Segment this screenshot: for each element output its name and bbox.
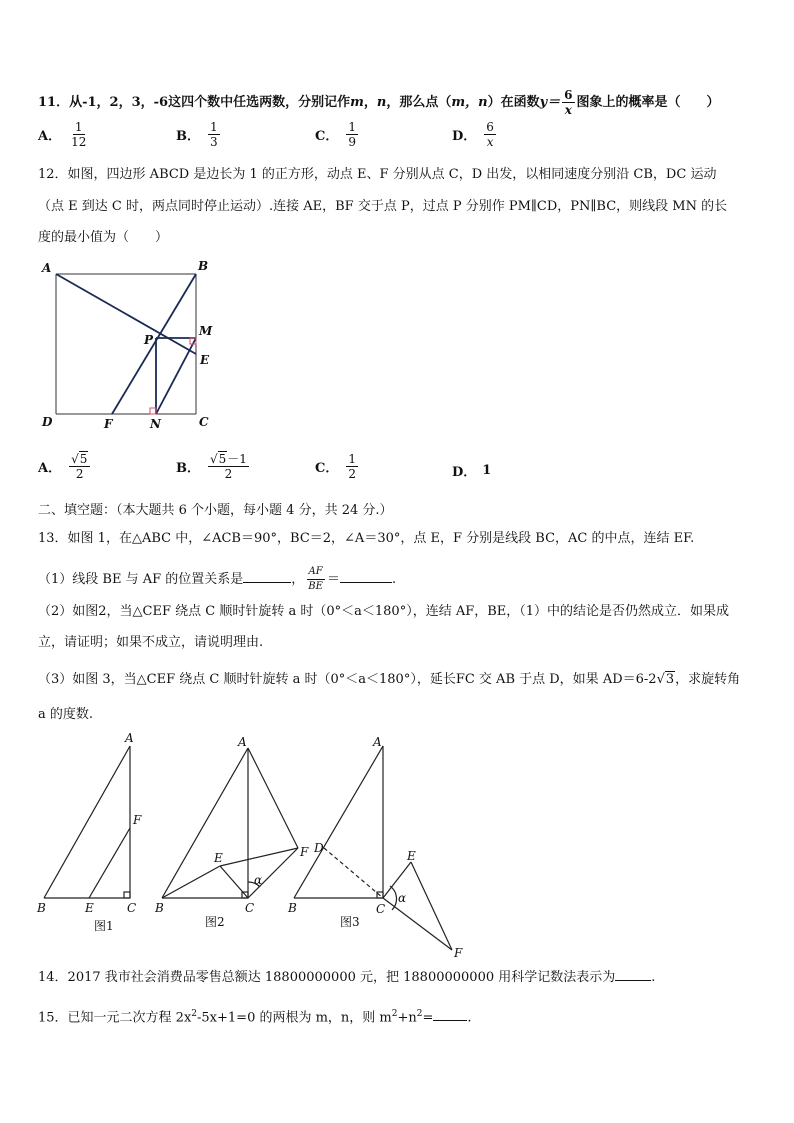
sqrt-radicand: 5	[79, 452, 88, 466]
q11-number: 11．	[38, 95, 70, 110]
q11-comma: ，	[363, 95, 377, 110]
segment-ce	[220, 866, 248, 898]
q12-line3: 度的最小值为（ ）	[38, 230, 169, 245]
q12-line1: 12．如图，四边形 ABCD 是边长为 1 的正方形，动点 E、F 分别从点 C，D 出发，以相同速度分别沿 CB，DC 运动	[38, 167, 717, 182]
label-c: C	[127, 901, 137, 915]
q11-numbers: -1，2，3，-6	[82, 95, 169, 110]
label-a: A	[373, 735, 382, 749]
q15-text-a: 15．已知一元二次方程 2x	[38, 1010, 192, 1026]
label-a: A	[125, 731, 134, 745]
answer-blank-q14[interactable]	[615, 968, 651, 981]
q11-text-a: 从	[69, 95, 83, 110]
q12-option-b[interactable]	[176, 452, 251, 481]
option-fraction	[69, 452, 90, 481]
q13-p1-comma: ，	[291, 572, 305, 587]
side-ab	[44, 746, 130, 898]
label-d: D	[314, 841, 324, 855]
label-e: E	[407, 849, 416, 863]
option-fraction	[346, 120, 358, 149]
side-ab	[294, 746, 383, 898]
label-m: M	[199, 324, 213, 338]
q11-option-b[interactable]	[176, 120, 222, 149]
sqrt-radicand: 3	[665, 672, 675, 687]
q13-p1-text: （1）线段 BE 与 AF 的位置关系是	[38, 572, 244, 587]
q13-part2-line2: 立，请证明；如果不成立，请说明理由.	[38, 635, 264, 650]
q13-figure1	[32, 730, 152, 940]
q11-text-b: 这四个数中任选两数，分别记作	[168, 95, 351, 110]
label-c: C	[376, 902, 386, 916]
segment-ef	[411, 862, 452, 950]
option-label: D．	[452, 465, 477, 480]
frac-num: 6	[486, 120, 494, 134]
frac-num: AF	[307, 565, 325, 580]
segment-ae	[56, 274, 196, 354]
q13-p1-fraction	[306, 565, 325, 594]
q11-n: n	[376, 95, 387, 110]
q14-end: .	[651, 970, 656, 985]
label-alpha: α	[254, 873, 263, 887]
label-f: F	[300, 845, 309, 859]
label-f: F	[104, 417, 113, 431]
q15-sup2: 2	[391, 1009, 398, 1019]
frac-num: 1	[348, 120, 356, 134]
label-c: C	[199, 415, 209, 429]
q11-option-a[interactable]	[38, 120, 90, 149]
frac-den: BE	[308, 581, 323, 592]
option-label: C．	[315, 461, 339, 476]
side-ab	[162, 748, 248, 898]
q14-line	[38, 968, 655, 987]
q11-func-num: 6	[564, 88, 573, 102]
q13-p1-end: .	[391, 572, 397, 587]
segment-cf	[383, 898, 452, 950]
option-label: B．	[176, 129, 200, 144]
label-a: A	[238, 735, 247, 749]
label-e: E	[85, 901, 94, 915]
label-b: B	[198, 259, 209, 273]
label-c: C	[245, 901, 255, 915]
right-angle-mark	[124, 892, 130, 898]
label-f: F	[133, 813, 142, 827]
frac-den: 2	[348, 467, 356, 481]
q13-part3-line2: a 的度数.	[38, 707, 94, 722]
option-label: A．	[38, 129, 62, 144]
frac-den: 2	[224, 467, 233, 481]
frac-den: 2	[75, 467, 84, 481]
option-fraction	[69, 120, 88, 149]
section-heading: 二、填空题：（本大题共 6 个小题，每小题 4 分，共 24 分.）	[38, 503, 393, 518]
option-fraction	[346, 452, 358, 481]
label-p: P	[144, 333, 154, 347]
option-label: A．	[38, 461, 62, 476]
segment-mn	[156, 338, 196, 414]
q13-line1: 13．如图 1，在△ABC 中，∠ACB＝90°，BC＝2，∠A＝30°，点 E，F 分别是线段 BC，AC 的中点，连结 EF.	[38, 531, 695, 546]
frac-num: 1	[74, 120, 83, 134]
q12-option-c[interactable]	[315, 452, 360, 481]
label-f: F	[454, 946, 463, 960]
q11-text-e: 图象上的概率是（ ）	[576, 95, 720, 110]
q15-sup3: 2	[416, 1009, 423, 1019]
option-label: D．	[452, 129, 477, 144]
q11-y-eq: y＝	[539, 95, 561, 110]
q15-text-d: =	[422, 1010, 434, 1026]
caption: 图1	[94, 919, 114, 933]
label-e: E	[200, 353, 210, 367]
q12-line2: （点 E 到达 C 时，两点同时停止运动）.连接 AE，BF 交于点 P，过点 P 分别作 PM∥CD，PN∥BC，则线段 MN 的长	[38, 199, 728, 214]
q11-m: m	[350, 95, 364, 110]
num-suffix: －1	[227, 452, 247, 466]
frac-num: 1	[348, 452, 356, 466]
q11-func-den: x	[564, 103, 572, 117]
label-d: D	[42, 415, 53, 429]
segment-ef	[89, 828, 130, 898]
option-label: B．	[176, 461, 200, 476]
q14-text: 14．2017 我市社会消费品零售总额达 18800000000 元，把 18800000000 用科学记数法表示为	[38, 970, 616, 985]
option-fraction	[208, 120, 220, 149]
frac-den: x	[486, 135, 494, 149]
frac-num: √5－1	[210, 452, 247, 466]
q15-text-c: +n	[397, 1010, 417, 1026]
q13-figure3	[280, 730, 470, 962]
frac-den: 3	[210, 135, 218, 149]
q12-square-figure	[38, 258, 228, 438]
q11-function-fraction	[562, 88, 574, 117]
q11-text-d: ）在函数	[487, 95, 540, 110]
label-n: N	[150, 417, 161, 431]
q13-part3-line1: （3）如图 3，当△CEF 绕点 C 顺时针旋转 a 时（0°＜a＜180°），延长FC 交 AB 于点 D，如果 AD＝6-2√3，求旋转角	[38, 672, 741, 687]
label-e: E	[214, 851, 223, 865]
label-b: B	[37, 901, 46, 915]
q11-option-d[interactable]	[452, 120, 498, 149]
label-alpha: α	[398, 891, 407, 905]
frac-den: 12	[71, 135, 87, 149]
label-a: A	[42, 261, 52, 275]
option-fraction	[208, 452, 249, 481]
q13-p1-eq: ＝	[326, 572, 340, 587]
segment-dc-dashed	[324, 848, 383, 898]
q13-part2-line1: （2）如图2，当△CEF 绕点 C 顺时针旋转 a 时（0°＜a＜180°），连结 AF，BE，（1）中的结论是否仍然成立．如果成	[38, 604, 730, 619]
q11-option-c[interactable]	[315, 120, 360, 149]
caption: 图2	[205, 915, 225, 929]
option-fraction	[484, 120, 496, 149]
caption: 图3	[340, 915, 360, 929]
q12-option-d[interactable]	[452, 461, 491, 480]
answer-blank-q15[interactable]	[433, 1008, 467, 1021]
q15-end: .	[467, 1010, 472, 1026]
q12-option-a[interactable]	[38, 452, 92, 481]
q11-line	[38, 88, 720, 117]
q13-part1	[38, 565, 396, 594]
frac-num: √5	[69, 452, 90, 467]
option-label: C．	[315, 129, 339, 144]
segment-bf	[112, 274, 196, 414]
label-b: B	[288, 901, 297, 915]
q15-sup1: 2	[191, 1009, 198, 1019]
q11-text-c: ，那么点（	[386, 95, 452, 110]
segment-ce	[383, 862, 411, 898]
option-value: 1	[482, 463, 492, 478]
q11-mn: m，n	[451, 95, 488, 110]
frac-den: 9	[348, 135, 356, 149]
answer-blank-2[interactable]	[340, 570, 392, 583]
q13-p3-text-b: ，求旋转角	[675, 672, 741, 687]
sqrt-radicand: 5	[218, 452, 227, 466]
frac-num: 1	[210, 120, 218, 134]
answer-blank-1[interactable]	[243, 570, 291, 583]
q15-text-b: -5x+1=0 的两根为 m，n，则 m	[197, 1010, 392, 1026]
q15-line	[38, 1005, 472, 1027]
q13-p3-text-a: （3）如图 3，当△CEF 绕点 C 顺时针旋转 a 时（0°＜a＜180°），延长FC 交 AB 于点 D，如果 AD＝6-2	[38, 672, 657, 687]
label-b: B	[155, 901, 164, 915]
